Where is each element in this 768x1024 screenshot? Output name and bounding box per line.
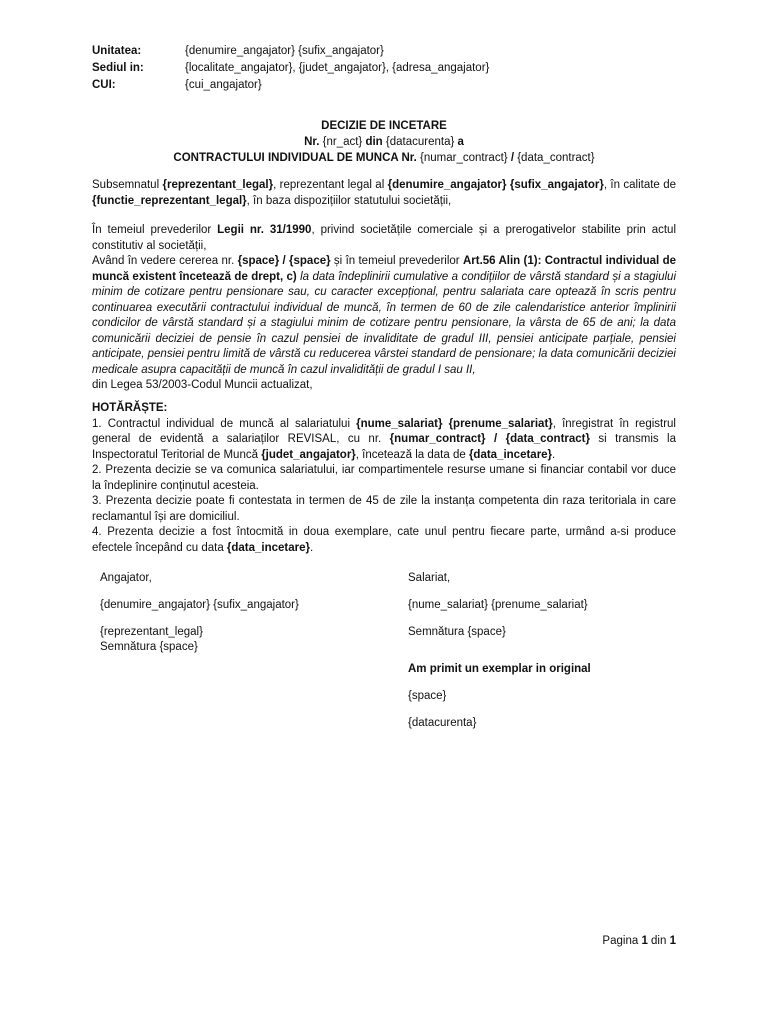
- i4-text-a: 4. Prezenta decizie a fost întocmită in doua exemplare, cate unul pentru fiecare parte, urmând a-si produce efectele începând cu data: [92, 526, 676, 554]
- unitatea-label: Unitatea:: [92, 45, 142, 57]
- cui-label: CUI:: [92, 79, 116, 91]
- employee-signature-block: [408, 571, 591, 731]
- unitatea-value: {denumire_angajator} {sufix_angajator}: [185, 45, 384, 57]
- decision-item-3: 3. Prezenta decizie poate fi contestata in termen de 45 de zile la instanța competenta din raza teritoriala in care reclamantul își are domiciliul.: [92, 495, 676, 523]
- title-line-3: [92, 150, 676, 166]
- p3-law-reference: din Legea 53/2003-Codul Muncii actualizat,: [92, 379, 313, 391]
- unitatea-row: [92, 43, 489, 60]
- received-date: {datacurenta}: [408, 717, 477, 729]
- page-number: [602, 935, 676, 947]
- decision-block: [92, 401, 676, 556]
- title-contract-number: {numar_contract}: [420, 152, 508, 164]
- p1-employer: {denumire_angajator} {sufix_angajator}: [387, 179, 604, 191]
- paragraph-subsemnatul: [92, 178, 676, 209]
- employer-signature-block: [100, 571, 299, 655]
- i1-contract: {numar_contract} / {data_contract}: [389, 433, 590, 445]
- p3-request: {space} / {space}: [237, 255, 331, 267]
- title-contract-label: CONTRACTULUI INDIVIDUAL DE MUNCA Nr.: [173, 152, 421, 164]
- i1-employee: {nume_salariat} {prenume_salariat}: [356, 417, 553, 430]
- i1-county: {judet_angajator}: [261, 448, 356, 461]
- i1-end-date: {data_incetare}: [468, 448, 553, 461]
- sediul-row: [92, 60, 489, 77]
- employer-representative: {reprezentant_legal}: [100, 626, 203, 638]
- title-contract-date: {data_contract}: [517, 152, 595, 164]
- paragraph-temei: [92, 223, 676, 254]
- employer-label: Angajator,: [100, 572, 152, 584]
- i1-text-g: , încetează la data de: [355, 448, 469, 461]
- title-line-1: DECIZIE DE INCETARE: [321, 120, 447, 132]
- title-slash: /: [507, 152, 518, 164]
- cui-value: {cui_angajator}: [185, 79, 262, 91]
- header-block: [92, 43, 489, 94]
- title-a: a: [454, 136, 464, 148]
- p3-text-a: Având în vedere cererea nr.: [92, 255, 238, 267]
- i1-text-i: .: [552, 448, 556, 461]
- title-date: {datacurenta}: [385, 136, 455, 148]
- decision-heading: HOTĂRĂȘTE:: [92, 402, 168, 414]
- p3-article: Art.56 Alin (1): Contractul individual de muncă existent încetează de drept, c): [92, 255, 677, 283]
- title-din: din: [362, 136, 386, 148]
- p2-text-a: În temeiul prevederilor: [92, 224, 218, 236]
- p2-text-c: , privind societățile comerciale și a prerogativelor stabilite prin actul constitutiv al societății,: [92, 224, 676, 252]
- i1-text-c: , înregistrat în registrul general de evidentă a salariaților REVISAL, cu nr.: [92, 417, 676, 445]
- p1-text-c: , reprezentant legal al: [273, 179, 388, 191]
- received-space: {space}: [408, 690, 447, 702]
- footer-total-pages: 1: [669, 935, 676, 947]
- i1-text-e: si transmis la Inspectoratul Teritorial de Muncă: [92, 433, 677, 461]
- employee-name: {nume_salariat} {prenume_salariat}: [408, 599, 588, 611]
- footer-of: din: [647, 935, 670, 947]
- decision-item-4: [92, 525, 676, 556]
- p1-text-g: , în baza dispozițiilor statutului societății,: [246, 194, 452, 207]
- i1-text-a: 1. Contractul individual de muncă al salariatului: [92, 417, 357, 430]
- p1-representative: {reprezentant_legal}: [162, 179, 274, 191]
- document-title: [92, 118, 676, 166]
- paragraph-avand: [92, 254, 676, 394]
- footer-current-page: 1: [641, 935, 648, 947]
- p1-text-e: , în calitate de: [603, 179, 677, 191]
- p1-text-a: Subsemnatul: [92, 179, 163, 191]
- title-nr-label: Nr.: [304, 136, 323, 148]
- sediul-label: Sediul in:: [92, 62, 144, 74]
- title-line-2: [92, 134, 676, 150]
- employee-signature: Semnătura {space}: [408, 626, 506, 638]
- decision-item-1: [92, 417, 676, 464]
- footer-page-label: Pagina: [602, 935, 642, 947]
- p3-article-text: la data îndeplinirii cumulative a condițiilor de vârstă standard și a stagiului minim de cotizare pentru pensionare sau, cu caracter excepțional, pentru salariata care optează în scris pentru continuarea executării contractului individual de muncă, în termen de 60 de zile calendaristice anterior împlinirii condicilor de vârstă standard și a stagiului minim de cotizare pentru pensionare, la vârsta de 65 de ani; la data comunicării deciziei de pensie în cazul pensiei de invaliditate de gradul III, pensiei anticipate parțiale, pensiei anticipate, pensiei pentru limită de vârstă cu reducerea vârstei standard de pensionare; la data comunicării deciziei medicale asupra capacității de muncă în cazul invalidității de gradul I sau II,: [92, 270, 676, 376]
- cui-row: [92, 77, 489, 94]
- title-nr-act: {nr_act}: [322, 136, 363, 148]
- decision-item-2: 2. Prezenta decizie se va comunica salariatului, iar compartimentele resurse umane si financiar contabil vor duce la îndeplinire conținutul acesteia.: [92, 464, 676, 492]
- employer-name: {denumire_angajator} {sufix_angajator}: [100, 599, 299, 611]
- i4-end-date: {data_incetare}: [226, 541, 311, 554]
- p2-law: Legii nr. 31/1990: [217, 224, 312, 236]
- received-copy-label: Am primit un exemplar in original: [408, 663, 591, 675]
- p1-function: {functie_reprezentant_legal}: [92, 194, 247, 207]
- sediul-value: {localitate_angajator}, {judet_angajator}, {adresa_angajator}: [185, 62, 490, 74]
- i4-text-c: .: [310, 541, 314, 554]
- employer-signature: Semnătura {space}: [100, 641, 198, 653]
- p3-text-c: și în temeiul prevederilor: [330, 255, 463, 267]
- employee-label: Salariat,: [408, 572, 451, 584]
